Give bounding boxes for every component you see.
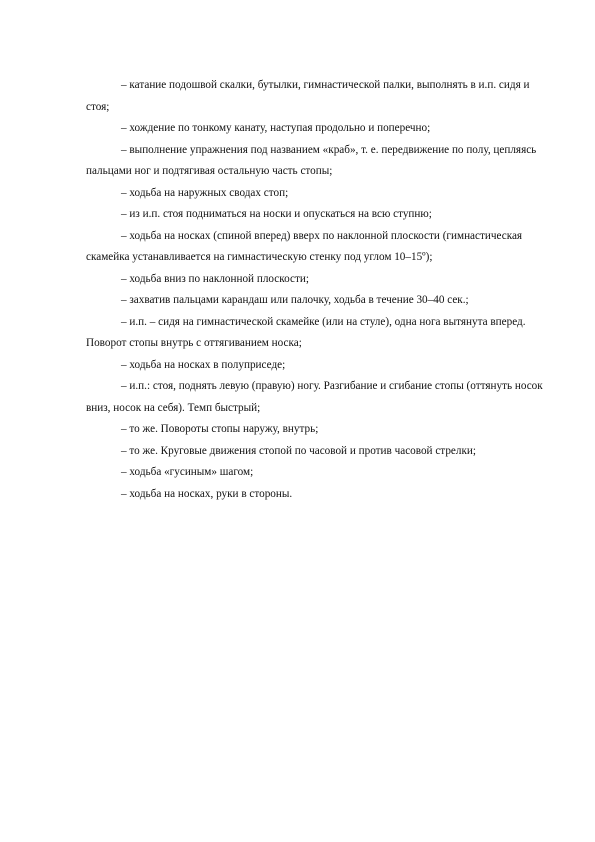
list-item: – ходьба на наружных сводах стоп; [121,186,289,199]
list-item: – хождение по тонкому канату, наступая продольно и поперечно; [121,122,431,134]
list-item: – ходьба на носках в полуприседе; [121,358,286,371]
list-item: – из и.п. стоя подниматься на носки и опускаться на всю ступню; [121,208,432,220]
list-item: – захватив пальцами карандаш или палочку, ходьба в течение 30–40 сек.; [121,294,469,306]
list-item: – ходьба вниз по наклонной плоскости; [121,272,309,285]
list-item: – ходьба «гусиным» шагом; [121,466,254,478]
list-item: – выполнение упражнения под названием «краб», т. е. передвижение по полу, цепляясь пальцами ног и подтягивая остальную часть стопы; [86,143,537,177]
list-item: – и.п.: стоя, поднять левую (правую) ногу. Разгибание и сгибание стопы (оттянуть носок вниз, носок на себя). Темп быстрый; [86,380,543,414]
exercise-list [86,75,553,505]
list-item: – ходьба на носках, руки в стороны. [121,487,293,500]
list-item: – то же. Повороты стопы наружу, внутрь; [121,423,319,435]
list-item: – катание подошвой скалки, бутылки, гимнастической палки, выполнять в и.п. сидя и стоя; [86,79,530,113]
list-item: – ходьба на носках (спиной вперед) вверх по наклонной плоскости (гимнастическая скамейка устанавливается на гимнастическую стенку под углом 10–15º); [86,229,523,263]
list-item: – и.п. – сидя на гимнастической скамейке (или на стуле), одна нога вытянута вперед. Поворот стопы внутрь с оттягиванием носка; [86,315,526,349]
list-item: – то же. Круговые движения стопой по часовой и против часовой стрелки; [121,444,476,457]
